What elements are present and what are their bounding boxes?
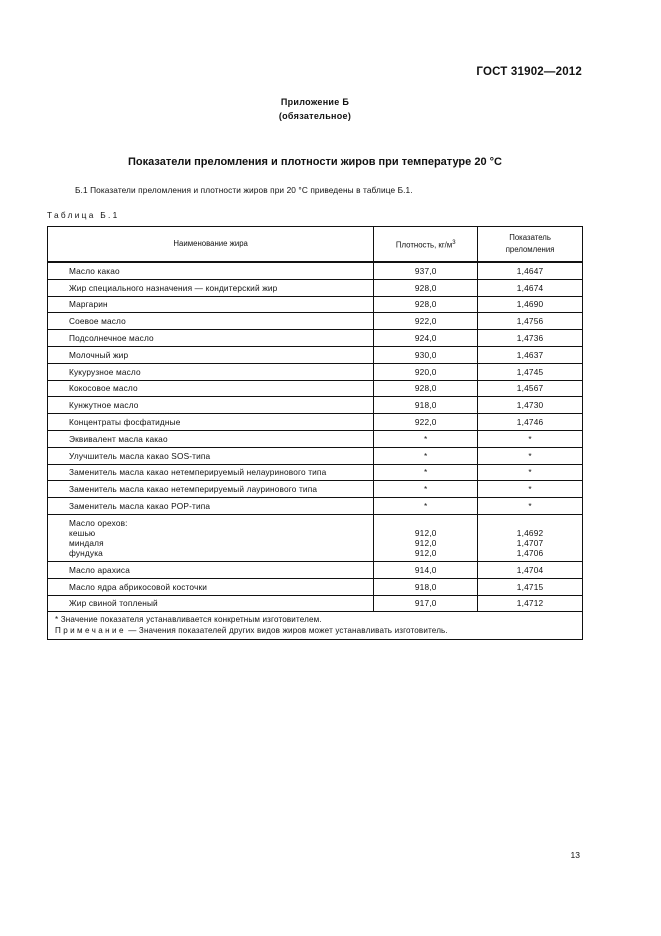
- cell-refraction: 1,4756: [478, 313, 583, 330]
- cell-density: 922,0: [374, 313, 478, 330]
- nuts-title: Масло орехов:: [69, 517, 128, 528]
- cell-refraction: 1,4730: [478, 397, 583, 414]
- nut-refraction: 1,4707: [516, 537, 544, 548]
- cell-name: Масло арахиса: [48, 561, 374, 578]
- cell-name: Концентраты фосфатидные: [48, 414, 374, 431]
- fat-properties-table: [47, 226, 583, 640]
- annex-title: Приложение Б: [280, 97, 350, 107]
- nut-name: кешью: [69, 527, 96, 538]
- header-density-text: Плотность, кг/м: [395, 240, 453, 250]
- standard-code: ГОСТ 31902—2012: [476, 66, 582, 78]
- table-row: [48, 481, 583, 498]
- header-refraction: [478, 227, 583, 263]
- cell-name: Кукурузное масло: [48, 363, 374, 380]
- cell-name: Жир свиной топленый: [48, 595, 374, 612]
- page-number: 13: [570, 850, 580, 860]
- cell-name: Жир специального назначения — кондитерский жир: [48, 279, 374, 296]
- cell-density: *: [374, 464, 478, 481]
- nut-refraction: 1,4692: [516, 527, 544, 538]
- cell-density: 918,0: [374, 578, 478, 595]
- cell-density: [374, 514, 478, 561]
- cell-name: Масло ядра абрикосовой косточки: [48, 578, 374, 595]
- cell-name: Эквивалент масла какао: [48, 430, 374, 447]
- cell-refraction: *: [478, 464, 583, 481]
- cell-density: *: [374, 481, 478, 498]
- cell-name: [48, 514, 374, 561]
- cell-density: 924,0: [374, 330, 478, 347]
- table-row: [48, 296, 583, 313]
- cell-refraction: 1,4736: [478, 330, 583, 347]
- intro-paragraph: Б.1 Показатели преломления и плотности жиров при 20 °С приведены в таблице Б.1.: [75, 185, 413, 195]
- cell-density: 930,0: [374, 346, 478, 363]
- cell-refraction: 1,4567: [478, 380, 583, 397]
- note-text: — Значения показателей других видов жиров может устанавливать изготовитель.: [125, 625, 448, 635]
- cell-refraction: 1,4690: [478, 296, 583, 313]
- cell-refraction: 1,4637: [478, 346, 583, 363]
- cell-density: 928,0: [374, 296, 478, 313]
- cell-name: Маргарин: [48, 296, 374, 313]
- cell-density: 917,0: [374, 595, 478, 612]
- table-row: [48, 346, 583, 363]
- nut-refraction: 1,4706: [516, 547, 544, 558]
- header-density: [374, 227, 478, 263]
- cell-refraction: 1,4746: [478, 414, 583, 431]
- annex-status: (обязательное): [278, 111, 352, 121]
- table-row-nuts: [48, 514, 583, 561]
- table-row: [48, 363, 583, 380]
- table-row: [48, 279, 583, 296]
- table-notes-row: [48, 612, 583, 640]
- note: [55, 626, 572, 637]
- cell-name: Соевое масло: [48, 313, 374, 330]
- cell-density: 922,0: [374, 414, 478, 431]
- nut-density: 912,0: [414, 547, 437, 558]
- cell-density: 914,0: [374, 561, 478, 578]
- cell-density: 937,0: [374, 262, 478, 279]
- cell-density: 920,0: [374, 363, 478, 380]
- nut-name: миндаля: [69, 537, 104, 548]
- cell-name: Заменитель масла какао POP-типа: [48, 498, 374, 515]
- table-row: [48, 330, 583, 347]
- table-row: [48, 430, 583, 447]
- cell-density: 928,0: [374, 279, 478, 296]
- header-refraction-line2: преломления: [505, 245, 555, 254]
- cell-density: *: [374, 447, 478, 464]
- cell-refraction: 1,4745: [478, 363, 583, 380]
- cell-refraction: *: [478, 430, 583, 447]
- table-row: [48, 595, 583, 612]
- header-density-sup: 3: [452, 239, 456, 246]
- cell-density: 928,0: [374, 380, 478, 397]
- nut-density: 912,0: [414, 527, 437, 538]
- cell-name: Кунжутное масло: [48, 397, 374, 414]
- cell-refraction: 1,4704: [478, 561, 583, 578]
- annex-heading: [0, 95, 630, 123]
- cell-refraction: *: [478, 447, 583, 464]
- table-row: [48, 262, 583, 279]
- cell-name: Заменитель масла какао нетемперируемый лауринового типа: [48, 481, 374, 498]
- cell-name: Улучшитель масла какао SOS-типа: [48, 447, 374, 464]
- table-row: [48, 561, 583, 578]
- note-prefix: Примечание: [55, 625, 126, 635]
- footnote: * Значение показателя устанавливается конкретным изготовителем.: [55, 615, 322, 625]
- cell-density: 918,0: [374, 397, 478, 414]
- cell-name: Заменитель масла какао нетемперируемый нелауринового типа: [48, 464, 374, 481]
- cell-name: Масло какао: [48, 262, 374, 279]
- table-row: [48, 447, 583, 464]
- cell-name: Кокосовое масло: [48, 380, 374, 397]
- table-row: [48, 578, 583, 595]
- table-row: [48, 464, 583, 481]
- cell-name: Подсолнечное масло: [48, 330, 374, 347]
- cell-refraction: *: [478, 481, 583, 498]
- cell-refraction: 1,4715: [478, 578, 583, 595]
- document-title: Показатели преломления и плотности жиров при температуре 20 °С: [128, 156, 502, 168]
- header-refraction-line1: Показатель: [509, 233, 551, 242]
- table-row: [48, 414, 583, 431]
- cell-refraction: 1,4674: [478, 279, 583, 296]
- table-header-row: [48, 227, 583, 263]
- cell-refraction: 1,4712: [478, 595, 583, 612]
- cell-refraction: *: [478, 498, 583, 515]
- table-row: [48, 380, 583, 397]
- cell-refraction: 1,4647: [478, 262, 583, 279]
- table-row: [48, 313, 583, 330]
- nut-density: 912,0: [414, 537, 437, 548]
- cell-density: *: [374, 430, 478, 447]
- cell-refraction: [478, 514, 583, 561]
- table-row: [48, 397, 583, 414]
- table-label: Таблица Б.1: [47, 210, 120, 220]
- table-row: [48, 498, 583, 515]
- cell-density: *: [374, 498, 478, 515]
- nut-name: фундука: [69, 547, 103, 558]
- cell-name: Молочный жир: [48, 346, 374, 363]
- table-notes: [48, 612, 583, 640]
- header-name: Наименование жира: [48, 227, 374, 263]
